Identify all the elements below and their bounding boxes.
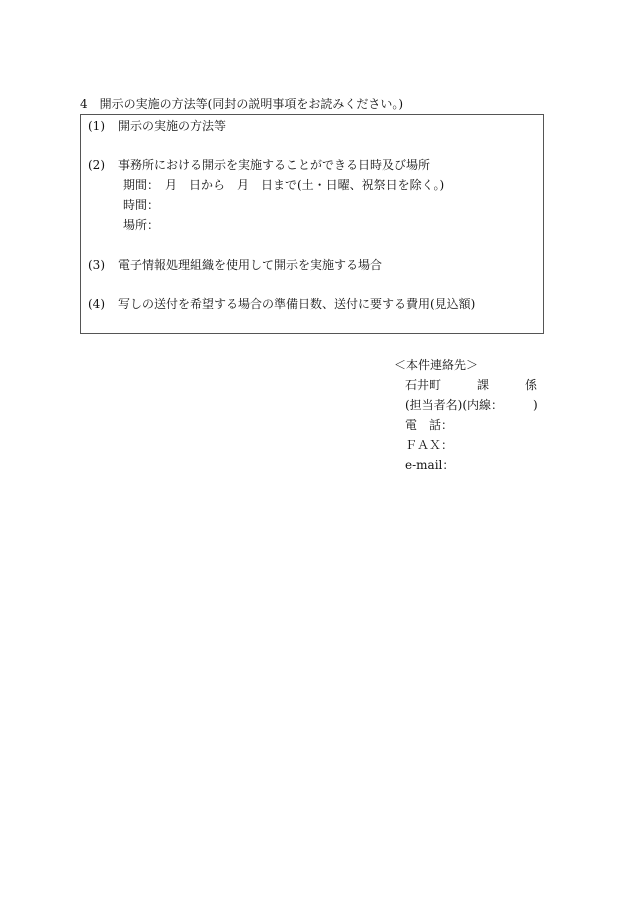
contact-office: 石井町 課 係 bbox=[405, 378, 538, 392]
item-2-text: 事務所における開示を実施することができる日時及び場所 bbox=[118, 158, 431, 172]
item-4-text: 写しの送付を希望する場合の準備日数、送付に要する費用(見込額) bbox=[118, 297, 476, 311]
item-3-number: (3) bbox=[88, 258, 105, 272]
contact-email: e-mail： bbox=[405, 458, 455, 472]
contact-fax: ＦＡＸ： bbox=[405, 438, 454, 452]
item-1-number: (1) bbox=[88, 119, 105, 133]
item-1-text: 開示の実施の方法等 bbox=[118, 119, 227, 133]
contact-phone: 電 話： bbox=[405, 418, 454, 432]
item-2-number: (2) bbox=[88, 158, 105, 172]
item-2-place: 場所： bbox=[123, 218, 160, 232]
item-2-time: 時間： bbox=[123, 198, 160, 212]
contact-person: (担当者名)(内線： ) bbox=[405, 398, 538, 412]
contact-title: ＜本件連絡先＞ bbox=[394, 358, 479, 372]
item-4-number: (4) bbox=[88, 297, 105, 311]
item-2-period: 期間： 月 日から 月 日まで(土・日曜、祝祭日を除く。) bbox=[123, 178, 445, 192]
section-heading: 4 開示の実施の方法等(同封の説明事項をお読みください。) bbox=[80, 97, 404, 111]
item-3-text: 電子情報処理組織を使用して開示を実施する場合 bbox=[118, 258, 383, 272]
